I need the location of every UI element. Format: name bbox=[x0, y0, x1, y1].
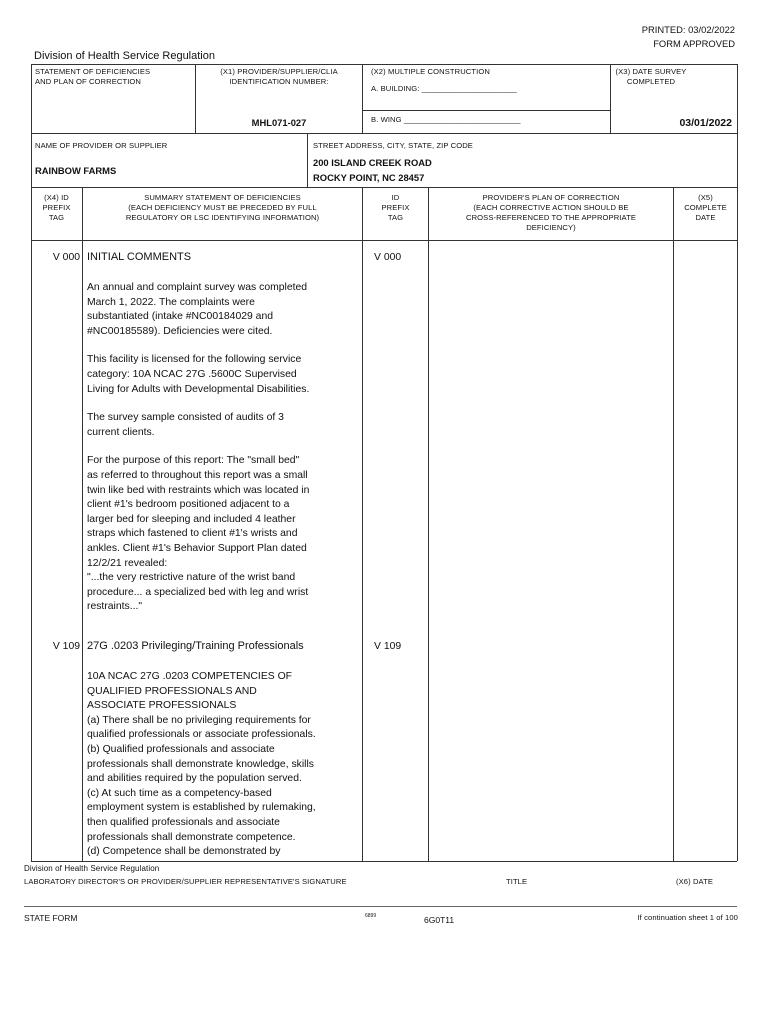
v000-right-tag: V 000 bbox=[374, 252, 402, 263]
paragraph-sample: The survey sample consisted of audits of 3 current clients. bbox=[87, 412, 284, 438]
agency-name: Division of Health Service Regulation bbox=[34, 50, 215, 62]
x1-label: (X1) PROVIDER/SUPPLIER/CLIA IDENTIFICATION NUMBER: bbox=[220, 67, 338, 86]
provider-name-label: NAME OF PROVIDER OR SUPPLIER bbox=[35, 141, 168, 150]
form-approved: FORM APPROVED bbox=[653, 38, 735, 49]
footer-agency: Division of Health Service Regulation bbox=[24, 864, 160, 873]
paragraph-survey: An annual and complaint survey was completed March 1, 2022. The complaints were substantiated (intake #NC00184029 and #NC00185589). Deficiencies were cited. bbox=[87, 282, 308, 337]
paragraph-license: This facility is licensed for the following service category: 10A NCAC 27G .5600C Supervised Living for Adults with Developmental Disabilities. bbox=[87, 354, 310, 395]
v109-tag: V 109 bbox=[52, 641, 80, 652]
statement-label: STATEMENT OF DEFICIENCIES AND PLAN OF CORRECTION bbox=[35, 67, 151, 86]
v109-right-tag: V 109 bbox=[374, 641, 402, 652]
form-code: 6899 bbox=[365, 913, 377, 919]
v000-title: INITIAL COMMENTS bbox=[87, 251, 192, 263]
x3-label: (X3) DATE SURVEY COMPLETED bbox=[615, 67, 687, 86]
building-field: A. BUILDING: ______________________ bbox=[371, 84, 517, 93]
v109-title: 27G .0203 Privileging/Training Professionals bbox=[87, 640, 304, 652]
x4-header: (X4) ID PREFIX TAG bbox=[42, 193, 71, 222]
address-line1: 200 ISLAND CREEK ROAD bbox=[313, 157, 432, 168]
form-id: 6G0T11 bbox=[424, 915, 455, 925]
provider-name: RAINBOW FARMS bbox=[35, 165, 117, 176]
continuation-sheet: If continuation sheet 1 of 100 bbox=[637, 913, 738, 922]
survey-date: 03/01/2022 bbox=[679, 117, 732, 129]
plan-header: PROVIDER'S PLAN OF CORRECTION (EACH CORRECTIVE ACTION SHOULD BE CROSS-REFERENCED TO THE APPROPRIATE DEFICIENCY) bbox=[465, 193, 637, 232]
state-form-label: STATE FORM bbox=[24, 913, 78, 923]
address-label: STREET ADDRESS, CITY, STATE, ZIP CODE bbox=[313, 141, 473, 150]
v000-tag: V 000 bbox=[52, 252, 80, 263]
comments-body bbox=[87, 281, 359, 629]
signature-label: LABORATORY DIRECTOR'S OR PROVIDER/SUPPLIER REPRESENTATIVE'S SIGNATURE bbox=[24, 877, 347, 886]
x5-header: (X5) COMPLETE DATE bbox=[684, 193, 727, 222]
address-line2: ROCKY POINT, NC 28457 bbox=[313, 172, 425, 183]
provider-id: MHL071-027 bbox=[251, 117, 307, 128]
x2-label: (X2) MULTIPLE CONSTRUCTION bbox=[371, 67, 490, 76]
summary-header: SUMMARY STATEMENT OF DEFICIENCIES (EACH DEFICIENCY MUST BE PRECEDED BY FULL REGULATORY OR LSC IDENTIFYING INFORMATION) bbox=[125, 193, 320, 222]
paragraph-competencies: 10A NCAC 27G .0203 COMPETENCIES OF QUALIFIED PROFESSIONALS AND ASSOCIATE PROFESSIONALS (a) There shall be no privileging requirements for qualified professionals or associate professionals. (b) Qualified professionals and associate professionals shall demonstrate knowledge, skills and abilities required by the population served. (c) At such time as a competency-based employment system is established by rulemaking, then qualified professionals and associate professionals shall demonstrate competence. (d) Competence shall be demonstrated by bbox=[87, 671, 316, 858]
wing-field: B. WING ___________________________ bbox=[371, 115, 521, 124]
date-label: (X6) DATE bbox=[676, 877, 714, 886]
printed-date: PRINTED: 03/02/2022 bbox=[641, 24, 735, 35]
title-label: TITLE bbox=[506, 877, 528, 886]
paragraph-small-bed: For the purpose of this report: The "small bed" as referred to throughout this report was a small twin like bed with restraints which was located in client #1's bedroom positioned adjacent to a larger bed for sleeping and included 4 leather straps which fastened to client #1's wrists and ankles. Client #1's Behavior Support Plan dated 12/2/21 revealed: "...the very restrictive nature of the wrist band procedure... a specialized bed with leg and wrist restraints..." bbox=[87, 455, 310, 613]
id-header: ID PREFIX TAG bbox=[381, 193, 410, 222]
